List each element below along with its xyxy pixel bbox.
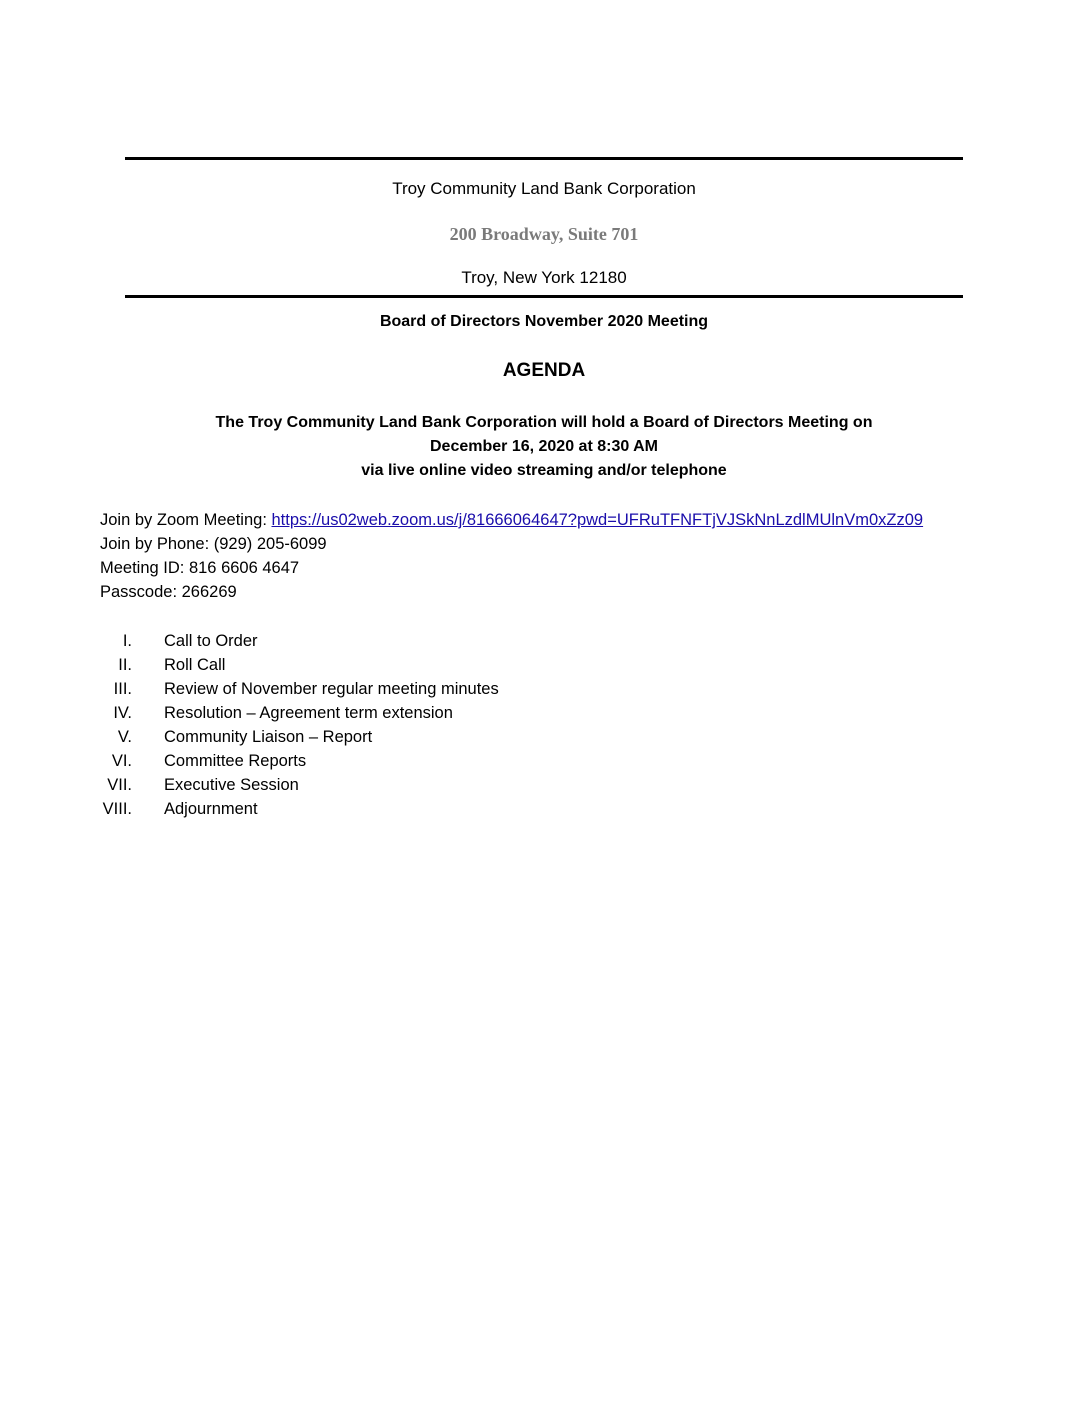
zoom-link[interactable]: https://us02web.zoom.us/j/81666064647?pwd=UFRuTFNFTjVJSkNnLzdlMUlnVm0xZz09: [271, 511, 924, 529]
agenda-item: [96, 749, 499, 773]
agenda-item: [96, 653, 499, 677]
agenda-item-number: II.: [118, 656, 132, 674]
passcode-line: Passcode: 266269: [100, 583, 237, 601]
agenda-item-text: Review of November regular meeting minutes: [164, 680, 499, 698]
agenda-item-text: Executive Session: [164, 776, 299, 794]
agenda-item-number: III.: [113, 680, 132, 698]
meeting-notice: [0, 411, 1088, 483]
agenda-item: [96, 797, 499, 821]
agenda-item-number: V.: [117, 728, 132, 746]
agenda-item-number: VI.: [111, 752, 132, 770]
agenda-item-number: I.: [122, 632, 132, 650]
top-divider: [125, 157, 963, 160]
agenda-heading: AGENDA: [502, 360, 586, 381]
phone-line: Join by Phone: (929) 205-6099: [100, 535, 327, 553]
notice-line: via live online video streaming and/or telephone: [361, 462, 727, 479]
agenda-item-text: Community Liaison – Report: [164, 728, 373, 746]
org-city: Troy, New York 12180: [461, 268, 627, 287]
agenda-item-number: IV.: [113, 704, 132, 722]
agenda-item-text: Adjournment: [164, 800, 258, 818]
agenda-list: [96, 629, 499, 821]
notice-line: The Troy Community Land Bank Corporation will hold a Board of Directors Meeting on: [215, 414, 873, 431]
agenda-item: [96, 701, 499, 725]
agenda-item-number: VII.: [107, 776, 132, 794]
agenda-item-text: Committee Reports: [164, 752, 307, 770]
meeting-id-line: Meeting ID: 816 6606 4647: [100, 559, 300, 577]
org-address: 200 Broadway, Suite 701: [449, 224, 639, 244]
agenda-item-text: Resolution – Agreement term extension: [164, 704, 453, 722]
bottom-divider: [125, 295, 963, 298]
agenda-item: [96, 629, 499, 653]
join-info: [100, 508, 923, 604]
agenda-item: [96, 773, 499, 797]
meeting-title: Board of Directors November 2020 Meeting: [379, 313, 709, 330]
org-name: Troy Community Land Bank Corporation: [392, 179, 696, 198]
notice-line: December 16, 2020 at 8:30 AM: [430, 438, 658, 455]
agenda-item: [96, 677, 499, 701]
agenda-item: [96, 725, 499, 749]
agenda-item-text: Roll Call: [164, 656, 226, 674]
agenda-item-number: VIII.: [102, 800, 132, 818]
zoom-label: Join by Zoom Meeting:: [100, 511, 272, 529]
agenda-item-text: Call to Order: [164, 632, 258, 650]
zoom-join-line: [100, 508, 923, 532]
